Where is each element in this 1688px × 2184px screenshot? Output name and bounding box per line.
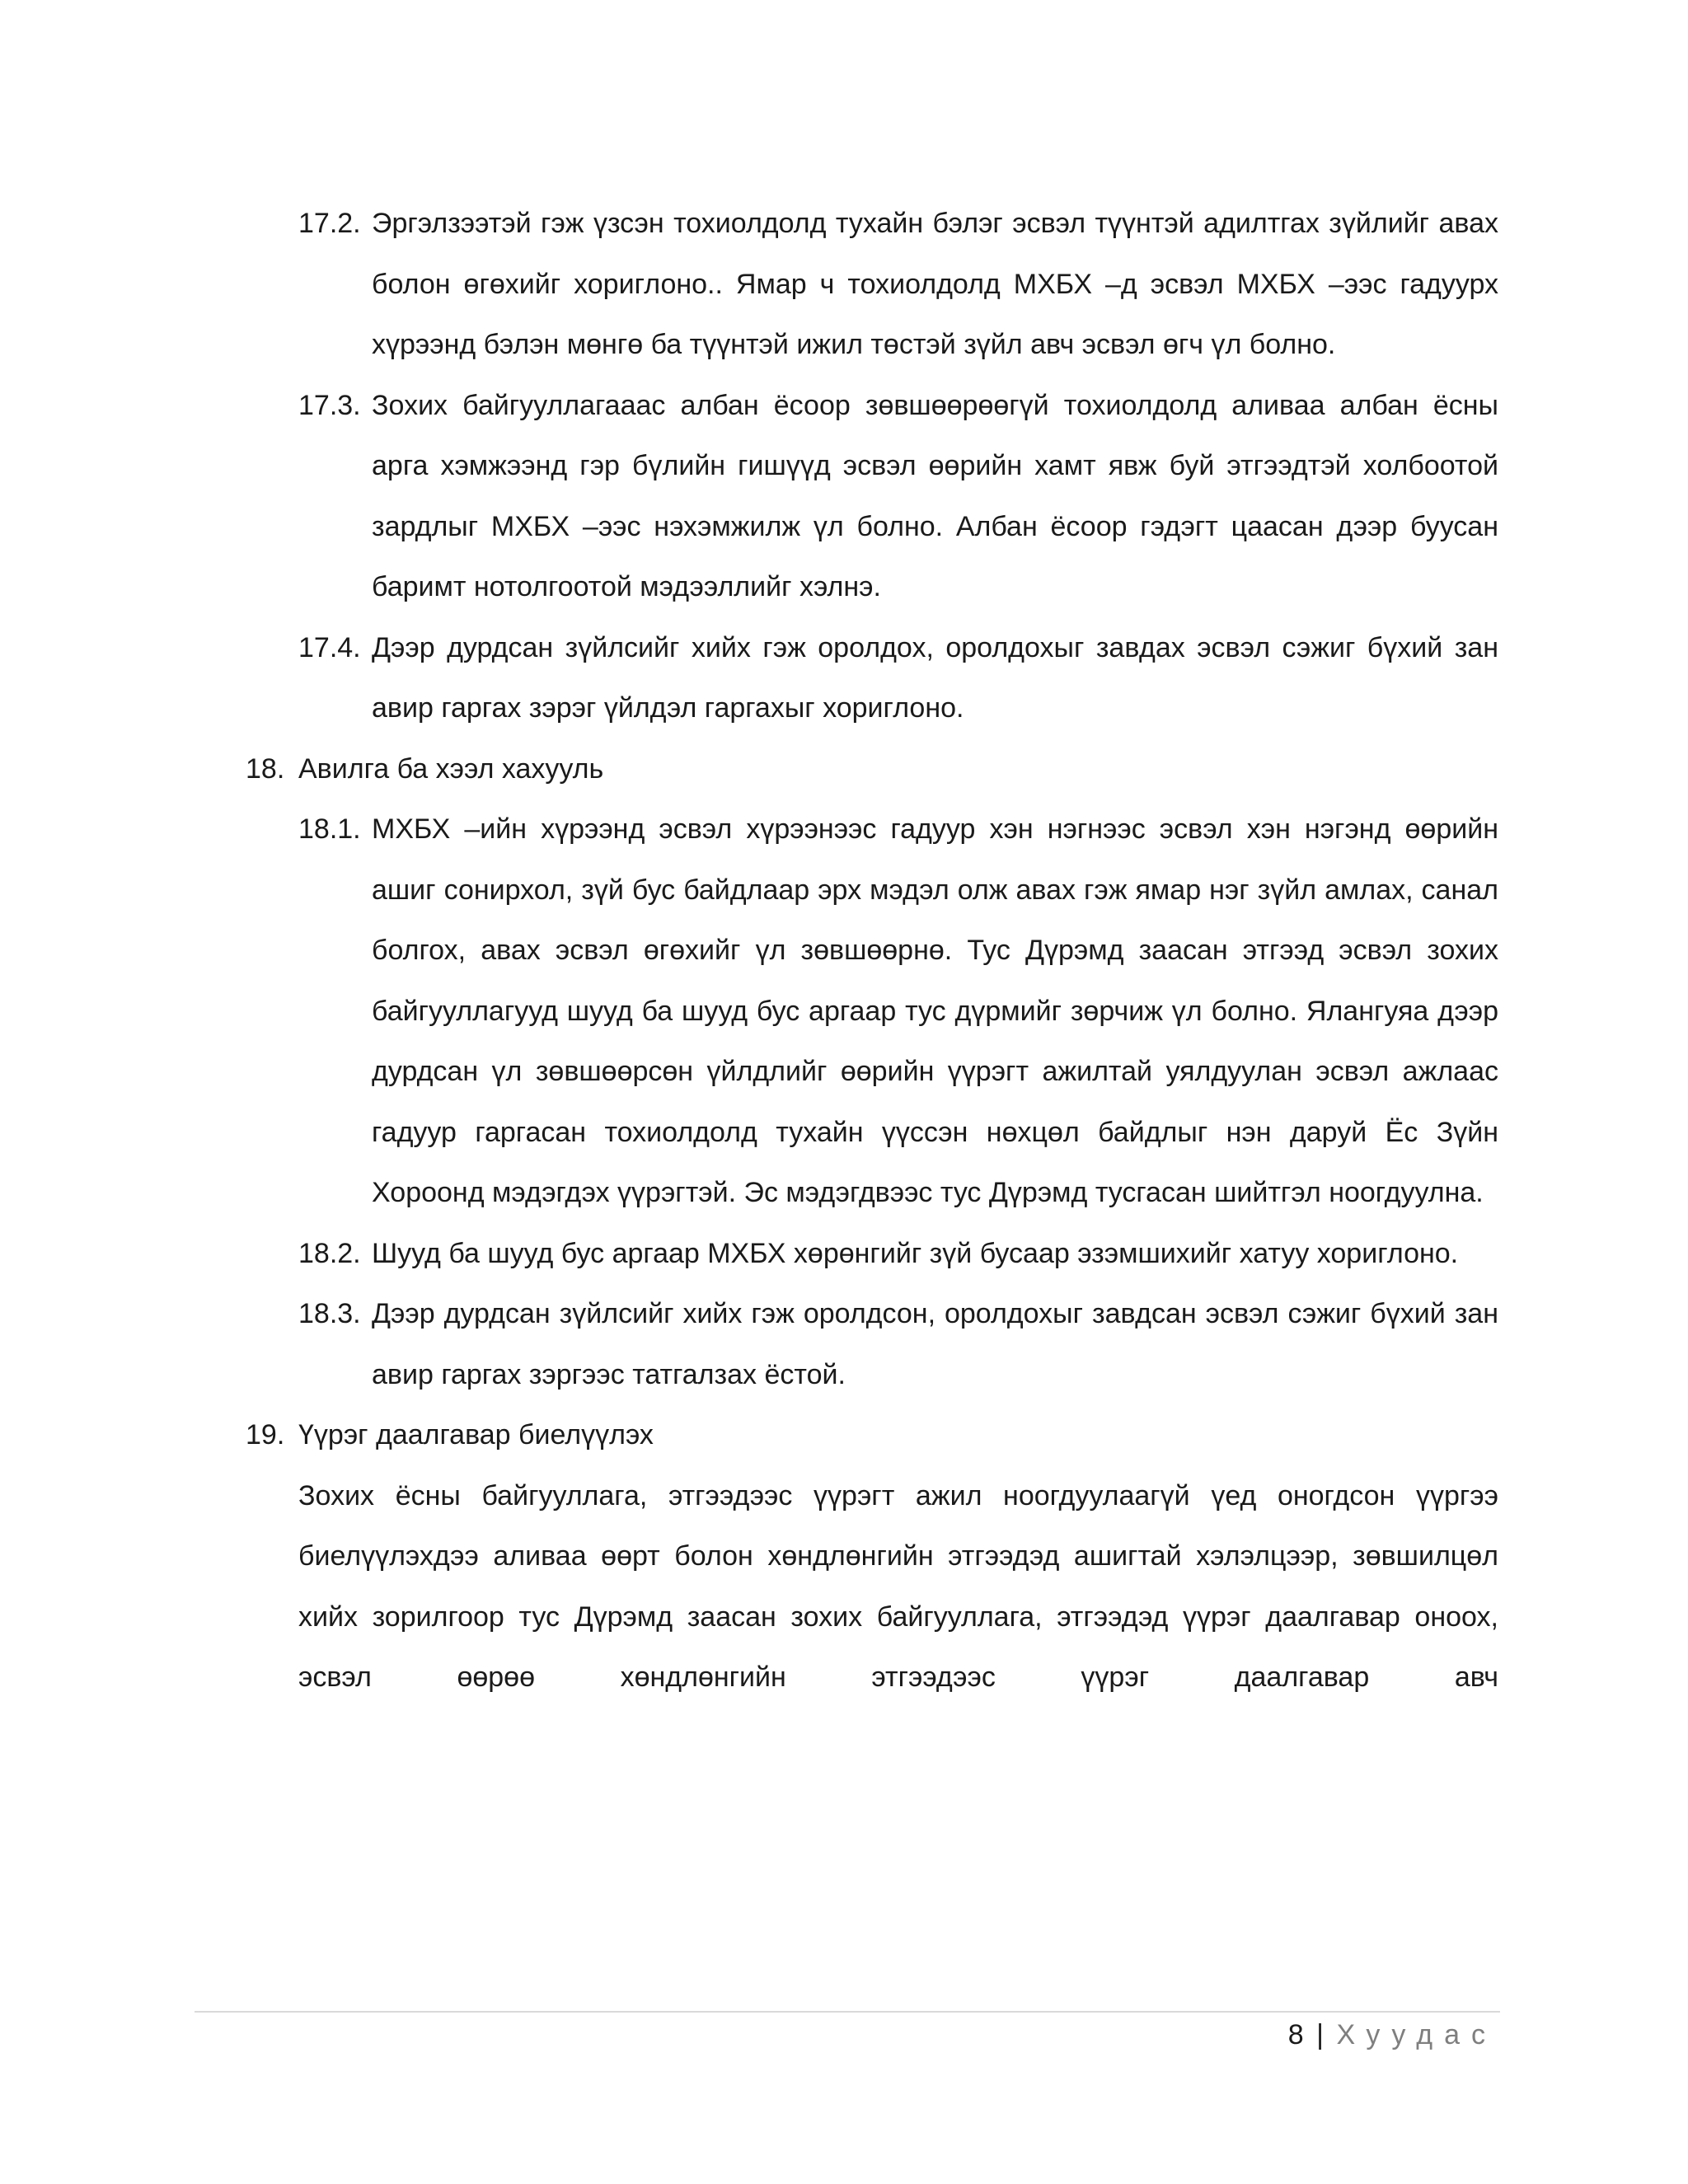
section-18-heading (246, 739, 1498, 800)
clause-text: Эргэлзээтэй гэж үзсэн тохиолдолд тухайн бэлэг эсвэл түүнтэй адилтгах зүйлийг авах болон өгөхийг хориглоно.. Ямар ч тохиолдолд МХБХ –д эсвэл МХБХ –ээс гадуурх хүрээнд бэлэн мөнгө ба түүнтэй ижил төстэй зүйл авч эсвэл өгч үл болно. (372, 208, 1498, 360)
footer-divider (195, 2011, 1500, 2013)
section-number: 19. (246, 1419, 285, 1451)
clause-text: Дээр дурдсан зүйлсийг хийх гэж оролдсон, оролдохыг завдсан эсвэл сэжиг бүхий зан авир гаргах зэргээс татгалзах ёстой. (372, 1298, 1498, 1390)
section-number: 18. (246, 752, 285, 785)
section-19-heading (246, 1405, 1498, 1466)
footer-separator: | (1316, 2019, 1324, 2050)
clause-text: Зохих байгууллагааас албан ёсоор зөвшөөрөөгүй тохиолдолд аливаа албан ёсны арга хэмжээнд гэр бүлийн гишүүд эсвэл өөрийн хамт явж буй этгээдтэй холбоотой зардлыг МХБХ –ээс нэхэмжилж үл болно. Албан ёсоор гэдэгт цаасан дээр буусан баримт нотолгоотой мэдээллийг хэлнэ. (372, 389, 1498, 602)
clause-number: 17.2. (298, 208, 361, 239)
clause-18-2 (246, 1224, 1498, 1285)
clause-number: 17.4. (298, 631, 361, 663)
clause-number: 17.3. (298, 389, 361, 421)
page-word: Хуудас (1336, 2019, 1497, 2050)
section-19-paragraph: Зохих ёсны байгууллага, этгээдээс үүрэгт ажил ноогдуулаагүй үед оногдсон үүргээ биелүүлэхдээ аливаа өөрт болон хөндлөнгийн этгээдэд ашигтай хэлэлцээр, зөвшилцөл хийх зорилгоор тус Дүрэмд заасан зохих байгууллага, этгээдэд үүрэг даалгавар оноох, эсвэл өөрөө хөндлөнгийн этгээдээс үүрэг даалгавар авч (298, 1479, 1498, 1693)
clause-18-3 (246, 1284, 1498, 1405)
clause-text: Дээр дурдсан зүйлсийг хийх гэж оролдох, оролдохыг завдах эсвэл сэжиг бүхий зан авир гаргах зэрэг үйлдэл гаргахыг хориглоно. (372, 631, 1498, 724)
clause-number: 18.3. (298, 1298, 361, 1329)
clause-text: МХБХ –ийн хүрээнд эсвэл хүрээнээс гадуур хэн нэгнээс эсвэл хэн нэгэнд өөрийн ашиг сонирхол, зүй бус байдлаар эрх мэдэл олж авах гэж ямар нэг зүйл амлах, санал болгох, авах эсвэл өгөхийг үл зөвшөөрнө. Тус Дүрэмд заасан этгээд эсвэл зохих байгууллагууд шууд ба шууд бус аргаар тус дүрмийг зөрчиж үл болно. Ялангуяа дээр дурдсан үл зөвшөөрсөн үйлдлийг өөрийн үүрэгт ажилтай уялдуулан эсвэл ажлаас гадуур гаргасан тохиолдолд тухайн үүссэн нөхцөл байдлыг нэн даруй Ёс Зүйн Хороонд мэдэгдэх үүрэгтэй. Эс мэдэгдвээс тус Дүрэмд тусгасан шийтгэл ноогдуулна. (372, 813, 1498, 1208)
clause-17-4 (246, 618, 1498, 739)
clause-17-3 (246, 376, 1498, 618)
clause-text: Шууд ба шууд бус аргаар МХБХ хөрөнгийг зүй бусаар эзэмшихийг хатуу хориглоно. (372, 1237, 1459, 1269)
page-footer (1288, 2014, 1497, 2055)
clause-number: 18.1. (298, 813, 361, 845)
clause-number: 18.2. (298, 1237, 361, 1269)
section-title: Үүрэг даалгавар биелүүлэх (298, 1419, 654, 1451)
document-body (246, 194, 1498, 1708)
clause-17-2 (246, 194, 1498, 376)
page-number: 8 (1287, 2019, 1304, 2050)
section-title: Авилга ба хээл хахууль (298, 752, 604, 785)
clause-18-1 (246, 799, 1498, 1224)
